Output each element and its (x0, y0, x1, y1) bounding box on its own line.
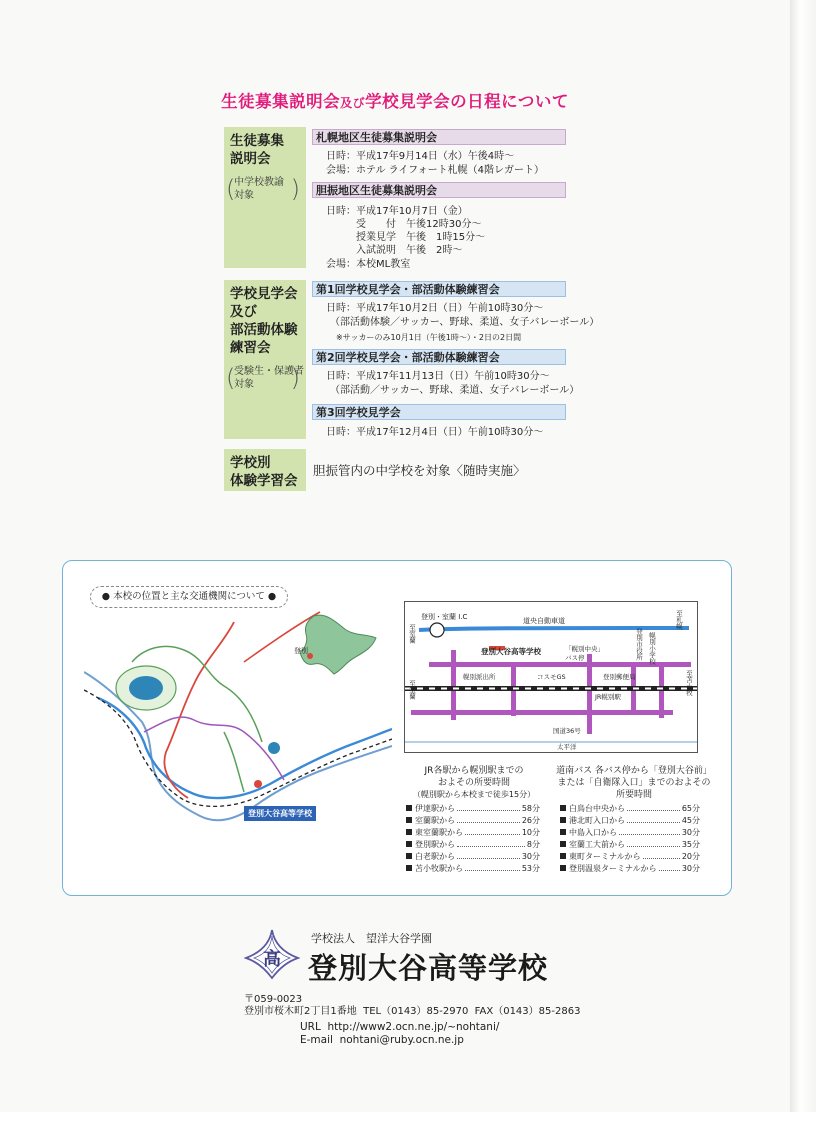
leader-dots (457, 858, 520, 859)
event-line: 入試説明 午後 2時～ (326, 245, 463, 256)
bus-table-origin: 東町ターミナルから (569, 852, 641, 861)
bus-table-title (554, 765, 714, 801)
bullet-square-icon (406, 817, 412, 823)
category-name-line: 及び (230, 304, 257, 320)
route-label-city-office: 登別市役所 (635, 628, 643, 661)
bus-table-origin: 白鳥台中央から (569, 804, 625, 813)
access-heading-pill: ● 本校の位置と主な交通機関について ● (90, 586, 288, 608)
jr-table-time: 26分 (521, 816, 540, 825)
bus-table-title-line: または「自衛隊入口」までのおよその (557, 778, 711, 788)
bullet-square-icon (406, 829, 412, 835)
jr-table-row (406, 803, 540, 814)
jr-table-title (392, 765, 556, 801)
event-line: （部活動体験／サッカー、野球、柔道、女子バレーボール） (330, 317, 600, 328)
access-heading-text: 本校の位置と主な交通機関について (113, 591, 265, 602)
category-recruit-briefing (224, 127, 306, 268)
route-label-post-office: 登別郵便局 (603, 673, 636, 681)
bus-table-origin: 中島入口から (569, 828, 617, 837)
title-part-1: 生徒募集説明会 (221, 92, 341, 111)
jr-table-title-line: JR各駅から幌別駅までの (424, 766, 524, 776)
bus-table-row (560, 839, 700, 850)
bus-table-time: 45分 (681, 816, 700, 825)
bus-table-time: 30分 (681, 828, 700, 837)
jr-table-row (406, 851, 540, 862)
event-line: 会場：ホテル ライフォート札幌（4階レガート） (326, 165, 544, 176)
route-label-expressway: 道央自動車道 (523, 617, 565, 625)
school-name: 登別大谷高等学校 (308, 951, 549, 985)
event-line: 日時：平成17年12月4日（日）午前10時30分～ (326, 427, 544, 438)
leader-dots (659, 870, 680, 871)
jr-table-row (406, 839, 540, 850)
page-edge (790, 0, 816, 1123)
title-part-2: 及び (340, 96, 366, 110)
bus-table-origin: 港北町入口から (569, 816, 625, 825)
leader-dots (457, 822, 520, 823)
bus-table-title-line: 所要時間 (615, 790, 652, 800)
bus-table-row (560, 815, 700, 826)
route-label-to-muroran-2: 至室蘭 (408, 680, 416, 700)
bus-table-row (560, 851, 700, 862)
category-name-line: 生徒募集 (230, 133, 284, 149)
bus-table-time: 35分 (681, 840, 700, 849)
route-label-school: 登別大谷高等学校 (481, 647, 541, 656)
route-label-bus-stop: 「幌別中央」バス停 (565, 645, 604, 662)
jr-table-origin: 伊達駅から (415, 804, 455, 813)
school-tel-fax: TEL（0143）85-2970 FAX（0143）85-2863 (363, 1006, 581, 1017)
bullet-square-icon (560, 817, 566, 823)
hokkaido-inset-map (296, 608, 380, 680)
audience-line: ( 受験生・保護者 (234, 366, 304, 377)
category-audience (224, 168, 306, 202)
bullet-square-icon (560, 853, 566, 859)
leader-dots (457, 846, 525, 847)
category-name-line: 部活動体験 (230, 322, 298, 338)
category-name-line: 練習会 (230, 340, 271, 356)
jr-table-title-line: およその所要時間 (437, 778, 510, 788)
bus-table-time: 65分 (681, 804, 700, 813)
page-title (0, 88, 790, 112)
jr-table-time: 53分 (521, 864, 540, 873)
bus-table-title-line: 道南バス 各バス停から「登別大谷前」 (556, 766, 712, 776)
leader-dots (619, 834, 680, 835)
bullet-square-icon (560, 841, 566, 847)
bullet-square-icon (406, 841, 412, 847)
jr-table-origin: 白老駅から (415, 852, 455, 861)
audience-line: ( 中学校教諭 (234, 177, 284, 188)
title-part-3: 学校見学会の日程について (365, 92, 569, 111)
event-heading-visit-2: 第2回学校見学会・部活動体験練習会 (312, 349, 566, 365)
route-label-jr-station: JR幌別駅 (595, 693, 621, 701)
bus-table-origin: 登別温泉ターミナルから (569, 864, 657, 873)
school-postal: 〒059-0023 (244, 994, 303, 1005)
school-address-line (244, 1002, 580, 1017)
event-line: 日時：平成17年11月13日（日）午前10時30分～ (326, 371, 550, 382)
jr-table-time: 30分 (521, 852, 540, 861)
route-label-route36: 国道36号 (553, 727, 581, 735)
audience-line: 対象 (234, 190, 254, 201)
event-heading-visit-1: 第1回学校見学会・部活動体験練習会 (312, 281, 566, 297)
event-line: 日時：平成17年10月2日（日）午前10時30分～ (326, 303, 544, 314)
regional-map-school-label: 登別大谷高等学校 (244, 806, 316, 821)
category-name-line: 学校見学会 (230, 286, 298, 302)
route-label-ic: 登別・室蘭 I.C (421, 613, 468, 621)
bullet-square-icon (560, 829, 566, 835)
category-audience (224, 357, 306, 391)
bullet-square-icon (560, 865, 566, 871)
bus-table-origin: 室蘭工大前から (569, 840, 625, 849)
route-label-to-muroran: 至室蘭 (408, 624, 416, 644)
category-name (224, 449, 306, 490)
event-line: 授業見学 午後 1時15分～ (326, 232, 486, 243)
jr-table-origin: 苫小牧駅から (415, 864, 463, 873)
page-bottom-margin (0, 1112, 816, 1123)
leader-dots (627, 846, 680, 847)
category-name (224, 280, 306, 357)
category-school-session (224, 449, 306, 491)
event-heading-iburi: 胆振地区生徒募集説明会 (312, 182, 566, 198)
leader-dots (457, 810, 520, 811)
leader-dots (643, 858, 680, 859)
event-line: 日時：平成17年10月7日（金） (326, 206, 468, 217)
bullet-square-icon (406, 805, 412, 811)
event-line: 会場：本校ML教室 (326, 259, 411, 270)
category-name (224, 127, 306, 168)
bullet-square-icon (560, 805, 566, 811)
event-line: 受 付 午後12時30分～ (326, 219, 482, 230)
jr-table-row (406, 827, 540, 838)
jr-table-origin: 室蘭駅から (415, 816, 455, 825)
event-heading-sapporo: 札幌地区生徒募集説明会 (312, 129, 566, 145)
category-name-line: 体験学習会 (230, 473, 298, 489)
route-label-to-tomakomai: 至苫小牧 (685, 670, 693, 696)
jr-table-origin: 東室蘭駅から (415, 828, 463, 837)
school-address: 登別市桜木町2丁目1番地 (244, 1006, 357, 1017)
school-crest-logo (244, 928, 300, 980)
crest-char: 高 (263, 949, 281, 970)
school-url: URL http://www2.ocn.ne.jp/~nohtani/ (300, 1021, 500, 1033)
bullet-square-icon (406, 853, 412, 859)
jr-table-row (406, 815, 540, 826)
audience-line: 対象 (234, 379, 254, 390)
route-label-elementary: 幌別小学校 (648, 632, 656, 665)
jr-table-time: 8分 (526, 840, 540, 849)
event-line: 日時：平成17年9月14日（水）午後4時～ (326, 151, 515, 162)
school-corporation: 学校法人 望洋大谷学園 (311, 932, 432, 945)
bus-table-row (560, 863, 700, 874)
bus-table-time: 20分 (681, 852, 700, 861)
jr-table-row (406, 863, 540, 874)
event-heading-visit-3: 第3回学校見学会 (312, 404, 566, 420)
route-label-to-sapporo: 至札幌 (675, 610, 683, 630)
event-note: ※サッカーのみ10月1日（午後1時～）・2日の2日間 (336, 333, 522, 342)
jr-table-subtitle: （幌別駅から本校まで徒歩15分） (412, 790, 536, 799)
jr-table-origin: 登別駅から (415, 840, 455, 849)
jr-table-time: 10分 (521, 828, 540, 837)
school-email: E-mail nohtani@ruby.ocn.ne.jp (300, 1034, 464, 1046)
leader-dots (465, 834, 520, 835)
bus-table-row (560, 827, 700, 838)
category-school-visit (224, 280, 306, 439)
school-session-text: 胆振管内の中学校を対象〈随時実施〉 (313, 463, 526, 478)
bullet-square-icon (406, 865, 412, 871)
hokkaido-inset-label: 登別 (294, 647, 308, 655)
leader-dots (627, 810, 680, 811)
route-map (404, 601, 698, 753)
route-label-gas-station: コスモGS (537, 673, 566, 681)
jr-table-time: 58分 (521, 804, 540, 813)
bus-table-row (560, 803, 700, 814)
leader-dots (465, 870, 520, 871)
bus-table-time: 30分 (681, 864, 700, 873)
route-label-police: 幌別派出所 (463, 673, 496, 681)
category-name-line: 学校別 (230, 455, 271, 471)
event-line: （部活動／サッカー、野球、柔道、女子バレーボール） (330, 385, 580, 396)
leader-dots (627, 822, 680, 823)
route-label-pacific: 太平洋 (557, 743, 577, 751)
category-name-line: 説明会 (230, 151, 271, 167)
